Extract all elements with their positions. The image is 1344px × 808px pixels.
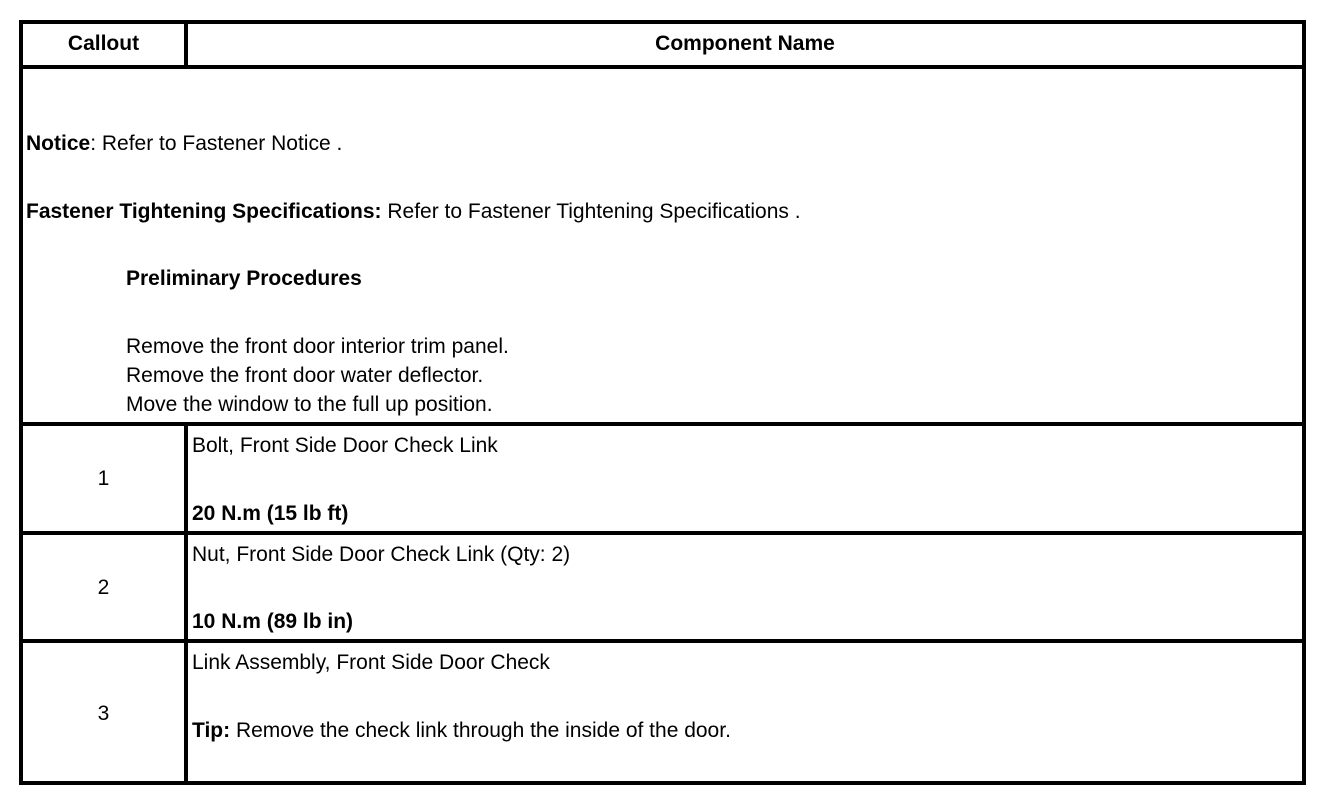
- notice-line: [26, 133, 342, 154]
- notice-text: : Refer to Fastener Notice .: [90, 132, 343, 155]
- row-1-divider: [23, 531, 1302, 535]
- tip-label: Tip:: [192, 719, 231, 742]
- notice-label: Notice: [26, 132, 91, 155]
- fastener-label: Fastener Tightening Specifications:: [26, 200, 382, 223]
- preliminary-step: Move the window to the full up position.: [126, 393, 493, 416]
- intro-divider: [23, 422, 1302, 426]
- fastener-spec-line: [26, 201, 801, 222]
- callout-number: 3: [97, 702, 110, 725]
- torque-spec: 10 N.m (89 lb in): [192, 610, 354, 633]
- callout-header: Callout: [67, 32, 140, 55]
- callout-number: 1: [97, 467, 110, 490]
- row-2-divider: [23, 639, 1302, 643]
- header-divider: [23, 65, 1302, 69]
- torque-spec: 20 N.m (15 lb ft): [192, 502, 349, 525]
- rows-column-divider: [184, 422, 188, 785]
- preliminary-step: Remove the front door interior trim panel.: [126, 335, 509, 358]
- callout-number: 2: [97, 576, 110, 599]
- fastener-text: Refer to Fastener Tightening Specifications .: [381, 200, 801, 223]
- preliminary-heading: Preliminary Procedures: [126, 267, 362, 290]
- tip-text: Remove the check link through the inside of the door.: [230, 719, 731, 742]
- component-name-header: Component Name: [655, 32, 835, 55]
- tip-line: [192, 720, 731, 741]
- component-name: Link Assembly, Front Side Door Check: [192, 651, 550, 674]
- preliminary-step: Remove the front door water deflector.: [126, 364, 484, 387]
- component-name: Nut, Front Side Door Check Link (Qty: 2): [192, 543, 571, 566]
- component-name: Bolt, Front Side Door Check Link: [192, 434, 498, 457]
